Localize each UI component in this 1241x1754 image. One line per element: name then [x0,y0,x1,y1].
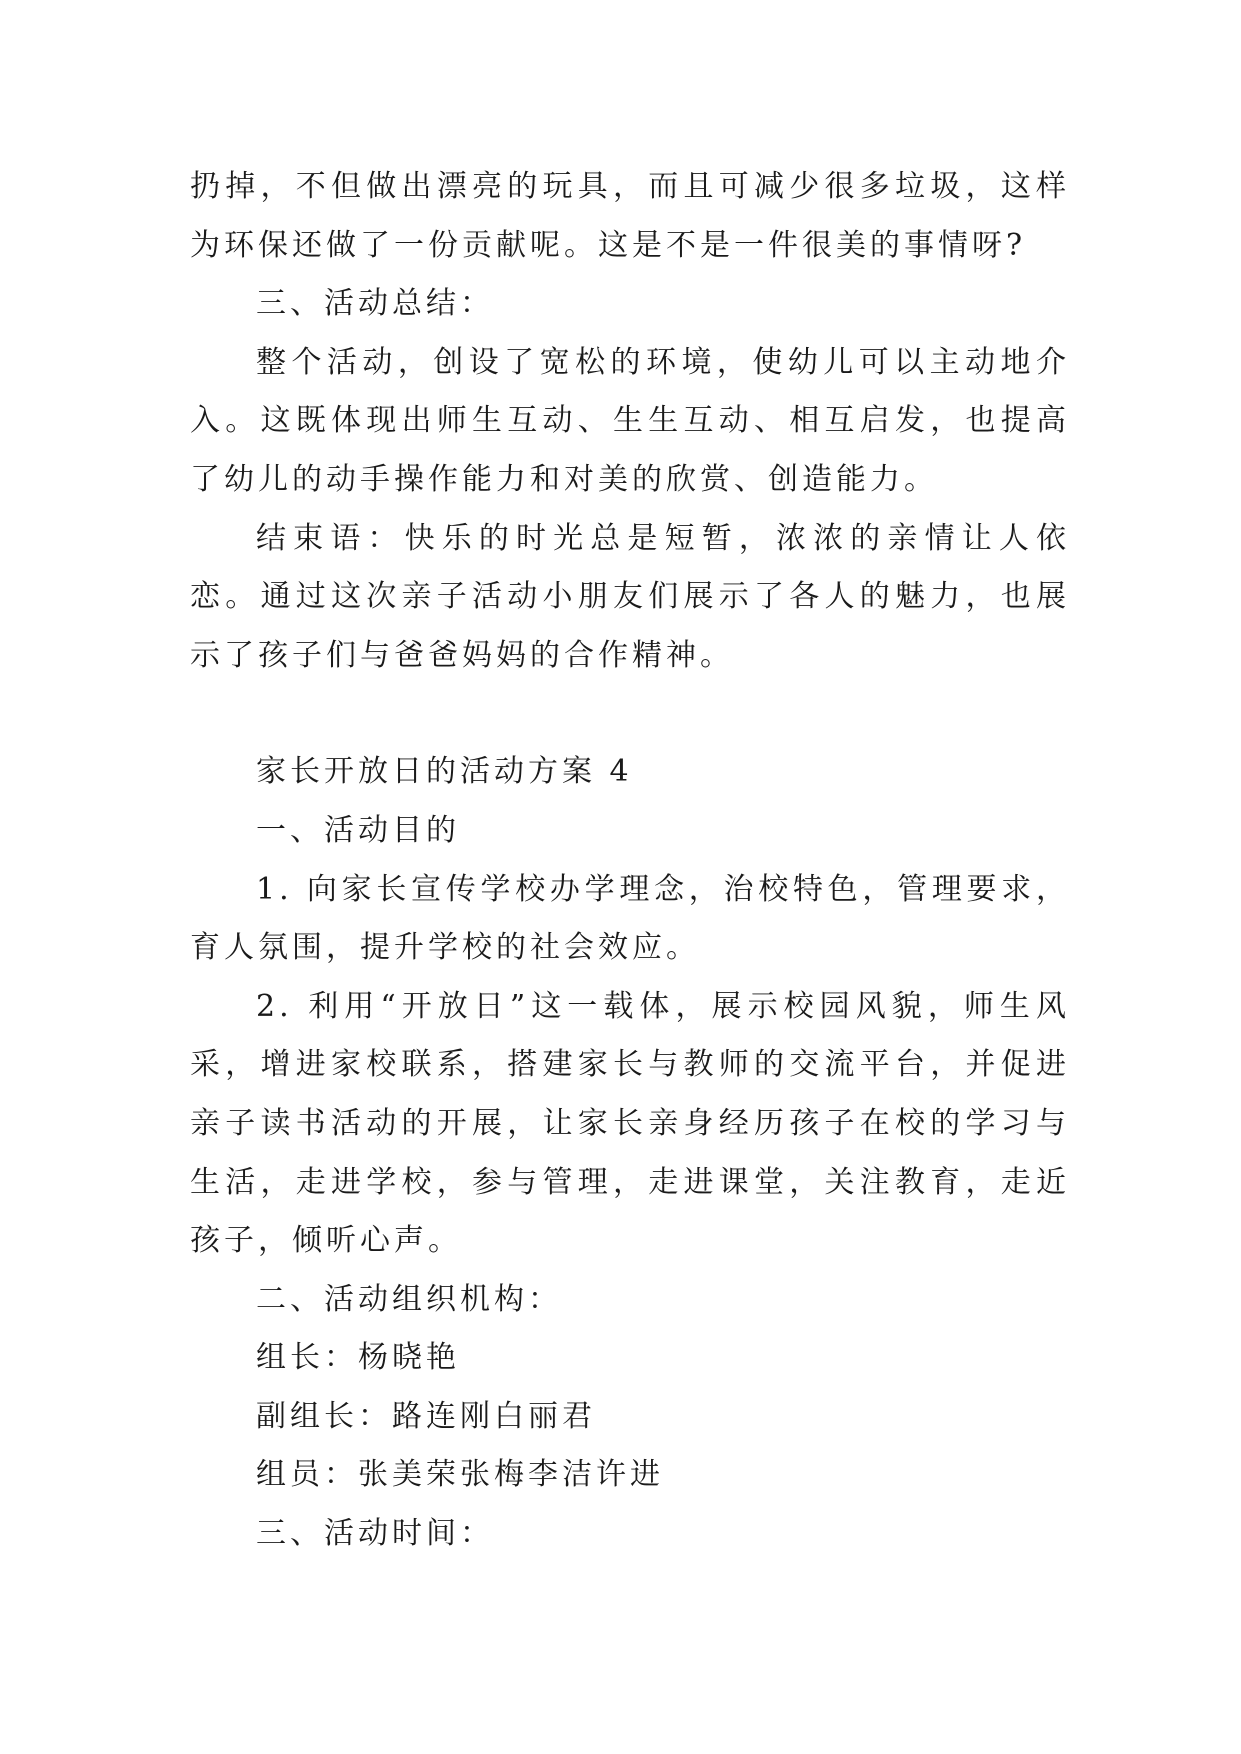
document-section-title: 家长开放日的活动方案 4 [256,754,633,790]
list-item-purpose-2: 2. 利用“开放日”这一载体，展示校园风貌，师生风采，增进家校联系，搭建家长与教师的交流平台，并促进亲子读书活动的开展，让家长亲身经历孩子在校的学习与生活，走进学校，参与管理，走进课堂，关注教育，走近孩子，倾听心声。 [190,988,1070,1259]
document-body [190,158,1070,1564]
list-item-purpose-1: 1. 向家长宣传学校办学理念，治校特色，管理要求，育人氛围，提升学校的社会效应。 [190,871,1070,966]
organization-members: 组员：张美荣张梅李洁许进 [256,1457,664,1493]
organization-leader: 组长：杨晓艳 [256,1340,460,1376]
section-heading-purpose: 一、活动目的 [256,812,460,848]
paragraph-gap [190,685,1070,743]
paragraph-continuation: 扔掉，不但做出漂亮的玩具，而且可减少很多垃圾，这样为环保还做了一份贡献呢。这是不是一件很美的事情呀? [190,169,1070,263]
section-heading-summary: 三、活动总结： [256,286,494,322]
paragraph-summary: 整个活动，创设了宽松的环境，使幼儿可以主动地介入。这既体现出师生互动、生生互动、相互启发，也提高了幼儿的动手操作能力和对美的欣赏、创造能力。 [190,344,1070,497]
section-heading-time: 三、活动时间： [256,1516,494,1552]
section-heading-organization: 二、活动组织机构： [256,1281,562,1317]
organization-deputy-leader: 副组长：路连刚白丽君 [256,1398,596,1434]
paragraph-closing: 结束语：快乐的时光总是短暂，浓浓的亲情让人依恋。通过这次亲子活动小朋友们展示了各人的魅力，也展示了孩子们与爸爸妈妈的合作精神。 [190,520,1070,673]
